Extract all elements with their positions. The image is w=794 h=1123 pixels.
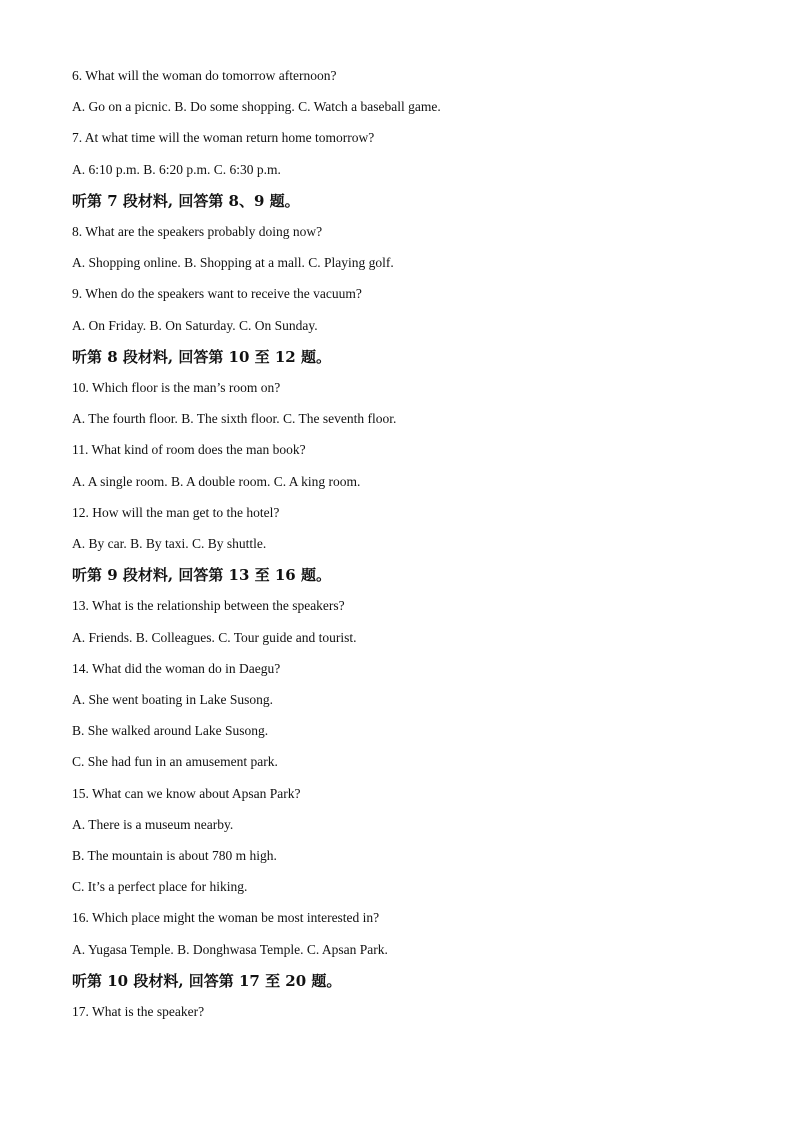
- section-heading: 听第 7 段材料, 回答第 8、9 题。: [72, 191, 300, 210]
- answer-options: A. Yugasa Temple. B. Donghwasa Temple. C. Apsan Park.: [72, 941, 388, 957]
- question-text: 6. What will the woman do tomorrow afternoon?: [72, 68, 337, 83]
- question-text: 12. How will the man get to the hotel?: [72, 504, 280, 520]
- answer-options: A. Friends. B. Colleagues. C. Tour guide and tourist.: [72, 629, 357, 645]
- answer-options: A. Shopping online. B. Shopping at a mall. C. Playing golf.: [72, 255, 394, 271]
- answer-options: B. She walked around Lake Susong.: [72, 723, 269, 739]
- answer-options: B. The mountain is about 780 m high.: [72, 848, 277, 863]
- answer-options: A. There is a museum nearby.: [72, 816, 234, 832]
- question-text: 15. What can we know about Apsan Park?: [72, 785, 301, 801]
- section-heading: 听第 9 段材料, 回答第 13 至 16 题。: [72, 566, 331, 585]
- answer-options: A. Go on a picnic. B. Do some shopping. C. Watch a baseball game.: [72, 99, 441, 115]
- question-text: 10. Which floor is the man’s room on?: [72, 380, 281, 395]
- question-text: 14. What did the woman do in Daegu?: [72, 660, 281, 676]
- answer-options: A. She went boating in Lake Susong.: [72, 692, 273, 707]
- answer-options: A. On Friday. B. On Saturday. C. On Sunday.: [72, 317, 318, 333]
- question-text: 8. What are the speakers probably doing now?: [72, 224, 323, 239]
- question-text: 13. What is the relationship between the speakers?: [72, 598, 345, 614]
- answer-options: A. 6:10 p.m. B. 6:20 p.m. C. 6:30 p.m.: [72, 161, 281, 177]
- answer-options: A. The fourth floor. B. The sixth floor. C. The seventh floor.: [72, 411, 397, 427]
- section-heading: 听第 8 段材料, 回答第 10 至 12 题。: [72, 347, 331, 366]
- question-text: 9. When do the speakers want to receive the vacuum?: [72, 286, 362, 302]
- answer-options: A. By car. B. By taxi. C. By shuttle.: [72, 536, 267, 551]
- question-text: 7. At what time will the woman return home tomorrow?: [72, 130, 375, 146]
- question-text: 11. What kind of room does the man book?: [72, 442, 306, 458]
- answer-options: A. A single room. B. A double room. C. A king room.: [72, 473, 361, 489]
- answer-options: C. It’s a perfect place for hiking.: [72, 879, 248, 895]
- question-text: 17. What is the speaker?: [72, 1004, 205, 1019]
- answer-options: C. She had fun in an amusement park.: [72, 754, 278, 770]
- section-heading: 听第 10 段材料, 回答第 17 至 20 题。: [72, 971, 342, 990]
- question-text: 16. Which place might the woman be most interested in?: [72, 910, 380, 926]
